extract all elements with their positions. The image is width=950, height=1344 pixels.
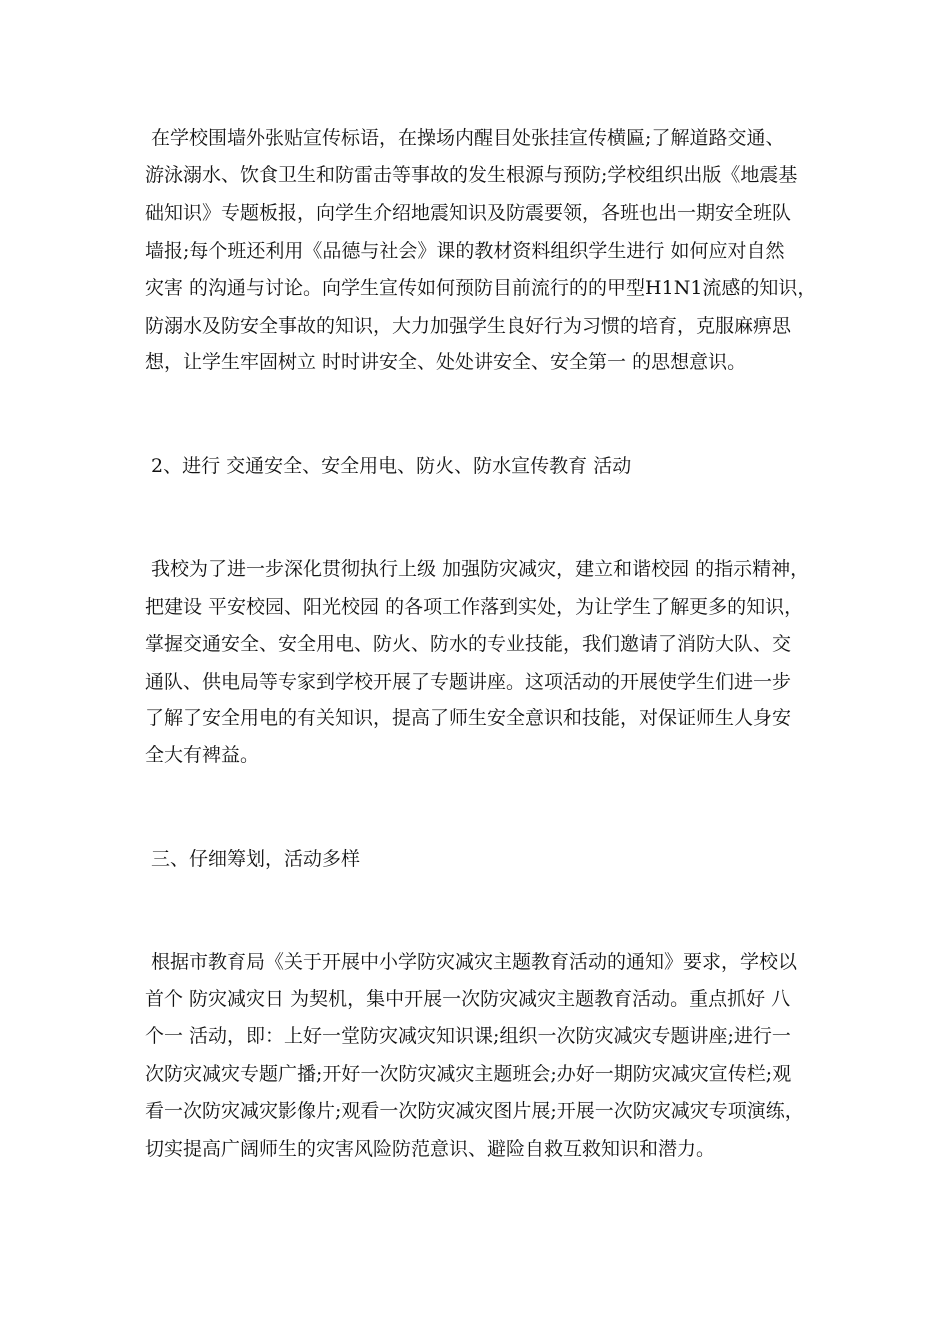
paragraph-1-line-3: 础知识》专题板报，向学生介绍地震知识及防震要领，各班也出一期安全班队	[145, 202, 792, 224]
paragraph-3-line-6: 切实提高广阔师生的灾害风险防范意识、避险自救互救知识和潜力。	[145, 1138, 716, 1160]
paragraph-3-line-5: 看一次防灾减灾影像片;观看一次防灾减灾图片展;开展一次防灾减灾专项演练，	[145, 1100, 804, 1122]
section-heading-2: 2、进行 交通安全、安全用电、防火、防水宣传教育 活动	[145, 455, 632, 477]
paragraph-1-line-4: 墙报;每个班还利用《品德与社会》课的教材资料组织学生进行 如何应对自然	[145, 240, 785, 262]
paragraph-1-line-1: 在学校围墙外张贴宣传标语，在操场内醒目处张挂宣传横匾;了解道路交通、	[145, 127, 785, 149]
paragraph-1-line-5: 灾害 的沟通与讨论。向学生宣传如何预防目前流行的的甲型H1N1流感的知识，	[145, 277, 817, 299]
paragraph-2-line-5: 了解了安全用电的有关知识，提高了师生安全意识和技能，对保证师生人身安	[145, 707, 792, 729]
paragraph-2-line-4: 通队、供电局等专家到学校开展了专题讲座。这项活动的开展使学生们进一步	[145, 671, 792, 693]
paragraph-1-line-2: 游泳溺水、饮食卫生和防雷击等事故的发生根源与预防;学校组织出版《地震基	[145, 164, 798, 186]
paragraph-2-line-2: 把建设 平安校园、阳光校园 的各项工作落到实处，为让学生了解更多的知识，	[145, 596, 804, 618]
paragraph-3-line-4: 次防灾减灾专题广播;开好一次防灾减灾主题班会;办好一期防灾减灾宣传栏;观	[145, 1063, 792, 1085]
paragraph-1-line-6: 防溺水及防安全事故的知识，大力加强学生良好行为习惯的培育，克服麻痹思	[145, 315, 792, 337]
paragraph-2-line-6: 全大有裨益。	[145, 744, 260, 766]
paragraph-2-line-3: 掌握交通安全、安全用电、防火、防水的专业技能，我们邀请了消防大队、交	[145, 633, 792, 655]
paragraph-1-line-7: 想，让学生牢固树立 时时讲安全、处处讲安全、安全第一 的思想意识。	[145, 351, 747, 373]
paragraph-2-line-1: 我校为了进一步深化贯彻执行上级 加强防灾减灾，建立和谐校园 的指示精神，	[145, 558, 810, 580]
paragraph-3-line-1: 根据市教育局《关于开展中小学防灾减灾主题教育活动的通知》要求，学校以	[145, 951, 798, 973]
paragraph-3-line-3: 个一 活动，即：上好一堂防灾减灾知识课;组织一次防灾减灾专题讲座;进行一	[145, 1025, 791, 1047]
section-heading-3: 三、仔细筹划，活动多样	[145, 848, 361, 870]
paragraph-3-line-2: 首个 防灾减灾日 为契机，集中开展一次防灾减灾主题教育活动。重点抓好 八	[145, 988, 791, 1010]
